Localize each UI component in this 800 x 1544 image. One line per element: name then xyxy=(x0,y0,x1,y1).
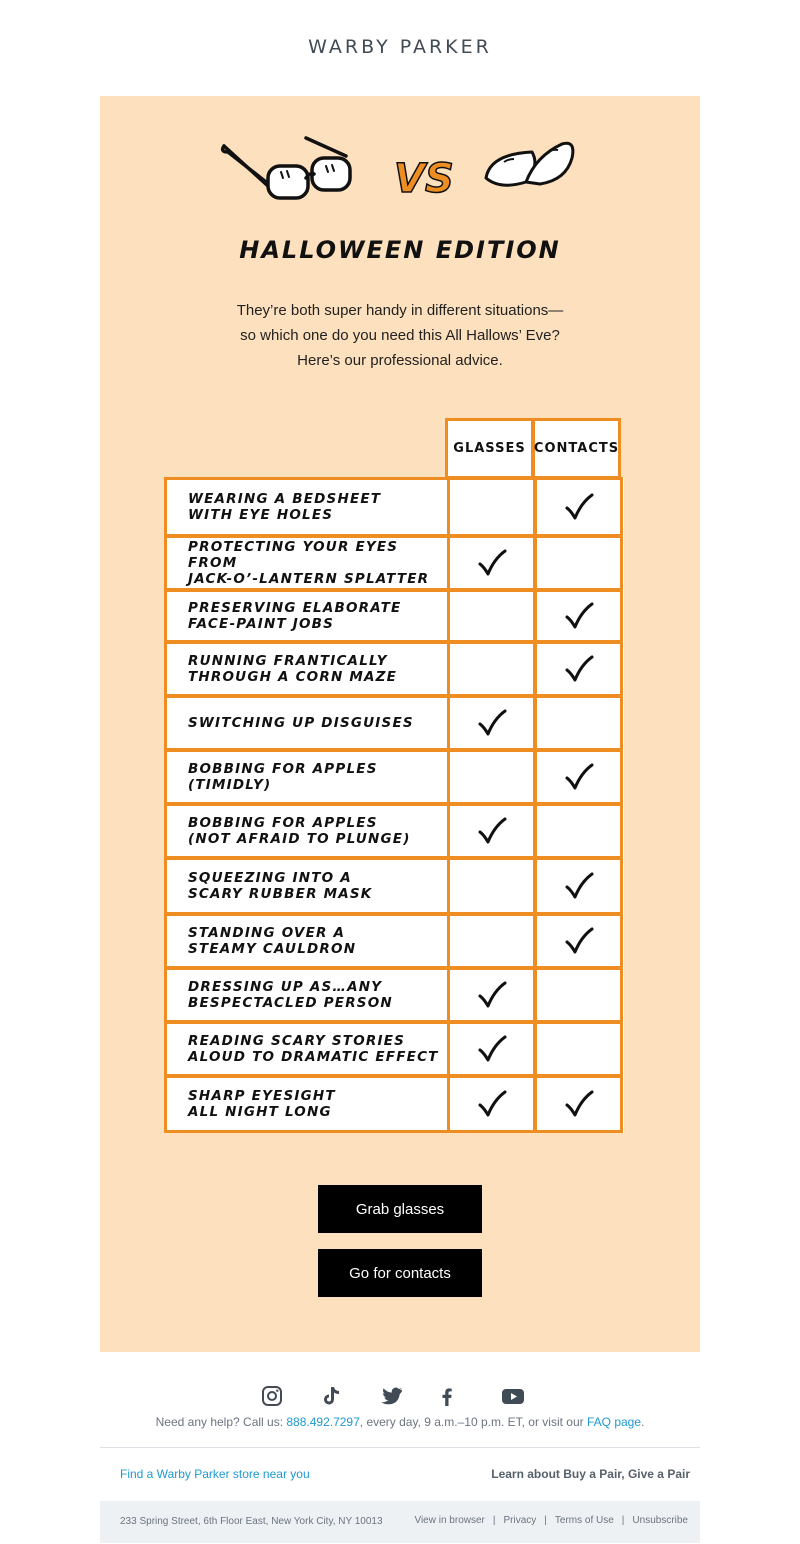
contacts-cell xyxy=(534,913,623,969)
edition-heading: HALLOWEEN EDITION xyxy=(239,236,561,264)
table-row xyxy=(164,535,624,591)
contacts-cell xyxy=(534,1075,623,1133)
row-label xyxy=(164,803,447,859)
contacts-cell xyxy=(534,857,623,915)
table-row xyxy=(164,913,624,969)
row-label-line: SHARP EYESIGHT xyxy=(188,1088,336,1104)
company-address: 233 Spring Street, 6th Floor East, New York City, NY 10013 xyxy=(120,1516,383,1527)
row-label-line: (TIMIDLY) xyxy=(188,777,272,793)
privacy-link[interactable]: Privacy xyxy=(503,1515,537,1526)
go-for-contacts-button[interactable]: Go for contacts xyxy=(318,1249,482,1297)
glasses-cell xyxy=(447,967,536,1023)
glasses-cell xyxy=(447,1021,536,1077)
row-label-line: RUNNING FRANTICALLY xyxy=(188,653,388,669)
twitter-icon[interactable] xyxy=(380,1384,404,1408)
hero-section xyxy=(100,96,700,1352)
table-row xyxy=(164,1075,624,1133)
table-row xyxy=(164,967,624,1023)
row-label-line: SWITCHING UP DISGUISES xyxy=(188,715,414,731)
view-in-browser-link[interactable]: View in browser xyxy=(414,1515,485,1526)
help-prefix: Need any help? Call us: xyxy=(155,1415,287,1429)
table-row xyxy=(164,857,624,915)
contacts-illustration xyxy=(486,143,573,185)
checkmark-icon xyxy=(564,493,594,521)
checkmark-icon xyxy=(477,1035,507,1063)
row-label xyxy=(164,1021,447,1077)
row-label-line: STANDING OVER A xyxy=(188,925,346,941)
column-header-glasses: GLASSES xyxy=(445,418,534,479)
intro-text xyxy=(200,298,600,373)
contacts-cell xyxy=(534,641,623,697)
buy-a-pair-give-a-pair-link[interactable]: Learn about Buy a Pair, Give a Pair xyxy=(491,1467,690,1481)
checkmark-icon xyxy=(477,709,507,737)
hero-illustration xyxy=(100,126,700,206)
contacts-cell xyxy=(534,589,623,643)
row-label-line: WITH EYE HOLES xyxy=(188,507,334,523)
row-label xyxy=(164,749,447,805)
checkmark-icon xyxy=(477,981,507,1009)
row-label-line: ALOUD TO DRAMATIC EFFECT xyxy=(188,1049,439,1065)
row-label-line: STEAMY CAULDRON xyxy=(188,941,357,957)
row-label-line: DRESSING UP AS…ANY xyxy=(188,979,383,995)
contacts-cell xyxy=(534,477,623,537)
social-links xyxy=(0,1384,800,1408)
phone-link[interactable]: 888.492.7297 xyxy=(286,1415,360,1429)
table-row xyxy=(164,803,624,859)
glasses-cell xyxy=(447,641,536,697)
table-row xyxy=(164,477,624,537)
row-label xyxy=(164,857,447,915)
intro-line: Here’s our professional advice. xyxy=(297,352,503,369)
link-separator: | xyxy=(621,1515,625,1526)
row-label xyxy=(164,477,447,537)
legal-links xyxy=(414,1515,688,1526)
glasses-cell xyxy=(447,695,536,751)
table-row xyxy=(164,1021,624,1077)
footer-divider xyxy=(100,1447,700,1448)
row-label-line: THROUGH A CORN MAZE xyxy=(188,669,398,685)
glasses-cell xyxy=(447,803,536,859)
glasses-cell xyxy=(447,913,536,969)
store-locator-link[interactable]: Find a Warby Parker store near you xyxy=(120,1467,310,1481)
youtube-icon[interactable] xyxy=(501,1384,525,1408)
faq-link[interactable]: FAQ page xyxy=(586,1415,642,1429)
checkmark-icon xyxy=(564,602,594,630)
checkmark-icon xyxy=(564,655,594,683)
table-row xyxy=(164,695,624,751)
row-label xyxy=(164,913,447,969)
link-separator: | xyxy=(544,1515,547,1526)
row-label-line: READING SCARY STORIES xyxy=(188,1033,406,1049)
intro-line: They’re both super handy in different situations— xyxy=(236,302,564,319)
glasses-cell xyxy=(447,477,536,537)
help-middle: , every day, 9 a.m.–10 p.m. ET, or visit our xyxy=(359,1415,587,1429)
contacts-cell xyxy=(534,535,623,591)
table-row xyxy=(164,589,624,643)
checkmark-icon xyxy=(477,1090,507,1118)
row-label-line: PROTECTING YOUR EYES FROM xyxy=(188,539,399,571)
row-label xyxy=(164,1075,447,1133)
row-label-line: BOBBING FOR APPLES xyxy=(188,815,378,831)
glasses-cell xyxy=(447,535,536,591)
table-row xyxy=(164,641,624,697)
contacts-cell xyxy=(534,803,623,859)
intro-line: so which one do you need this All Hallows’ Eve? xyxy=(240,327,560,344)
instagram-icon[interactable] xyxy=(260,1384,284,1408)
row-label xyxy=(164,967,447,1023)
terms-of-use-link[interactable]: Terms of Use xyxy=(554,1515,614,1526)
row-label-line: FACE-PAINT JOBS xyxy=(188,616,335,632)
contacts-cell xyxy=(534,749,623,805)
column-header-contacts: CONTACTS xyxy=(532,418,621,479)
row-label-line: SCARY RUBBER MASK xyxy=(188,886,373,902)
link-separator: | xyxy=(492,1515,496,1526)
row-label xyxy=(164,589,447,643)
checkmark-icon xyxy=(477,549,507,577)
row-label-line: BOBBING FOR APPLES xyxy=(188,761,378,777)
row-label-line: (NOT AFRAID TO PLUNGE) xyxy=(188,831,411,847)
tiktok-icon[interactable] xyxy=(318,1384,342,1408)
row-label-line: WEARING A BEDSHEET xyxy=(188,491,382,507)
vs-text: VS xyxy=(394,156,454,202)
checkmark-icon xyxy=(564,927,594,955)
comparison-table xyxy=(164,418,624,1133)
row-label-line: JACK-O’-LANTERN SPLATTER xyxy=(188,571,430,587)
row-label-line: ALL NIGHT LONG xyxy=(188,1104,332,1120)
facebook-icon[interactable] xyxy=(435,1384,459,1408)
checkmark-icon xyxy=(564,763,594,791)
glasses-cell xyxy=(447,857,536,915)
row-label xyxy=(164,535,447,591)
unsubscribe-link[interactable]: Unsubscribe xyxy=(632,1515,688,1526)
contacts-cell xyxy=(534,1021,623,1077)
row-label-line: SQUEEZING INTO A xyxy=(188,870,352,886)
checkmark-icon xyxy=(564,872,594,900)
checkmark-icon xyxy=(477,817,507,845)
glasses-cell xyxy=(447,589,536,643)
glasses-cell xyxy=(447,749,536,805)
row-label-line: BESPECTACLED PERSON xyxy=(188,995,393,1011)
contacts-cell xyxy=(534,967,623,1023)
grab-glasses-button[interactable]: Grab glasses xyxy=(318,1185,482,1233)
help-suffix: . xyxy=(641,1415,645,1429)
row-label xyxy=(164,641,447,697)
row-label xyxy=(164,695,447,751)
glasses-cell xyxy=(447,1075,536,1133)
contacts-cell xyxy=(534,695,623,751)
help-text xyxy=(0,1415,800,1429)
legal-footer xyxy=(100,1501,700,1543)
checkmark-icon xyxy=(564,1090,594,1118)
glasses-illustration xyxy=(223,138,350,198)
table-row xyxy=(164,749,624,805)
row-label-line: PRESERVING ELABORATE xyxy=(188,600,402,616)
brand-logo[interactable]: WARBY PARKER xyxy=(308,36,492,58)
